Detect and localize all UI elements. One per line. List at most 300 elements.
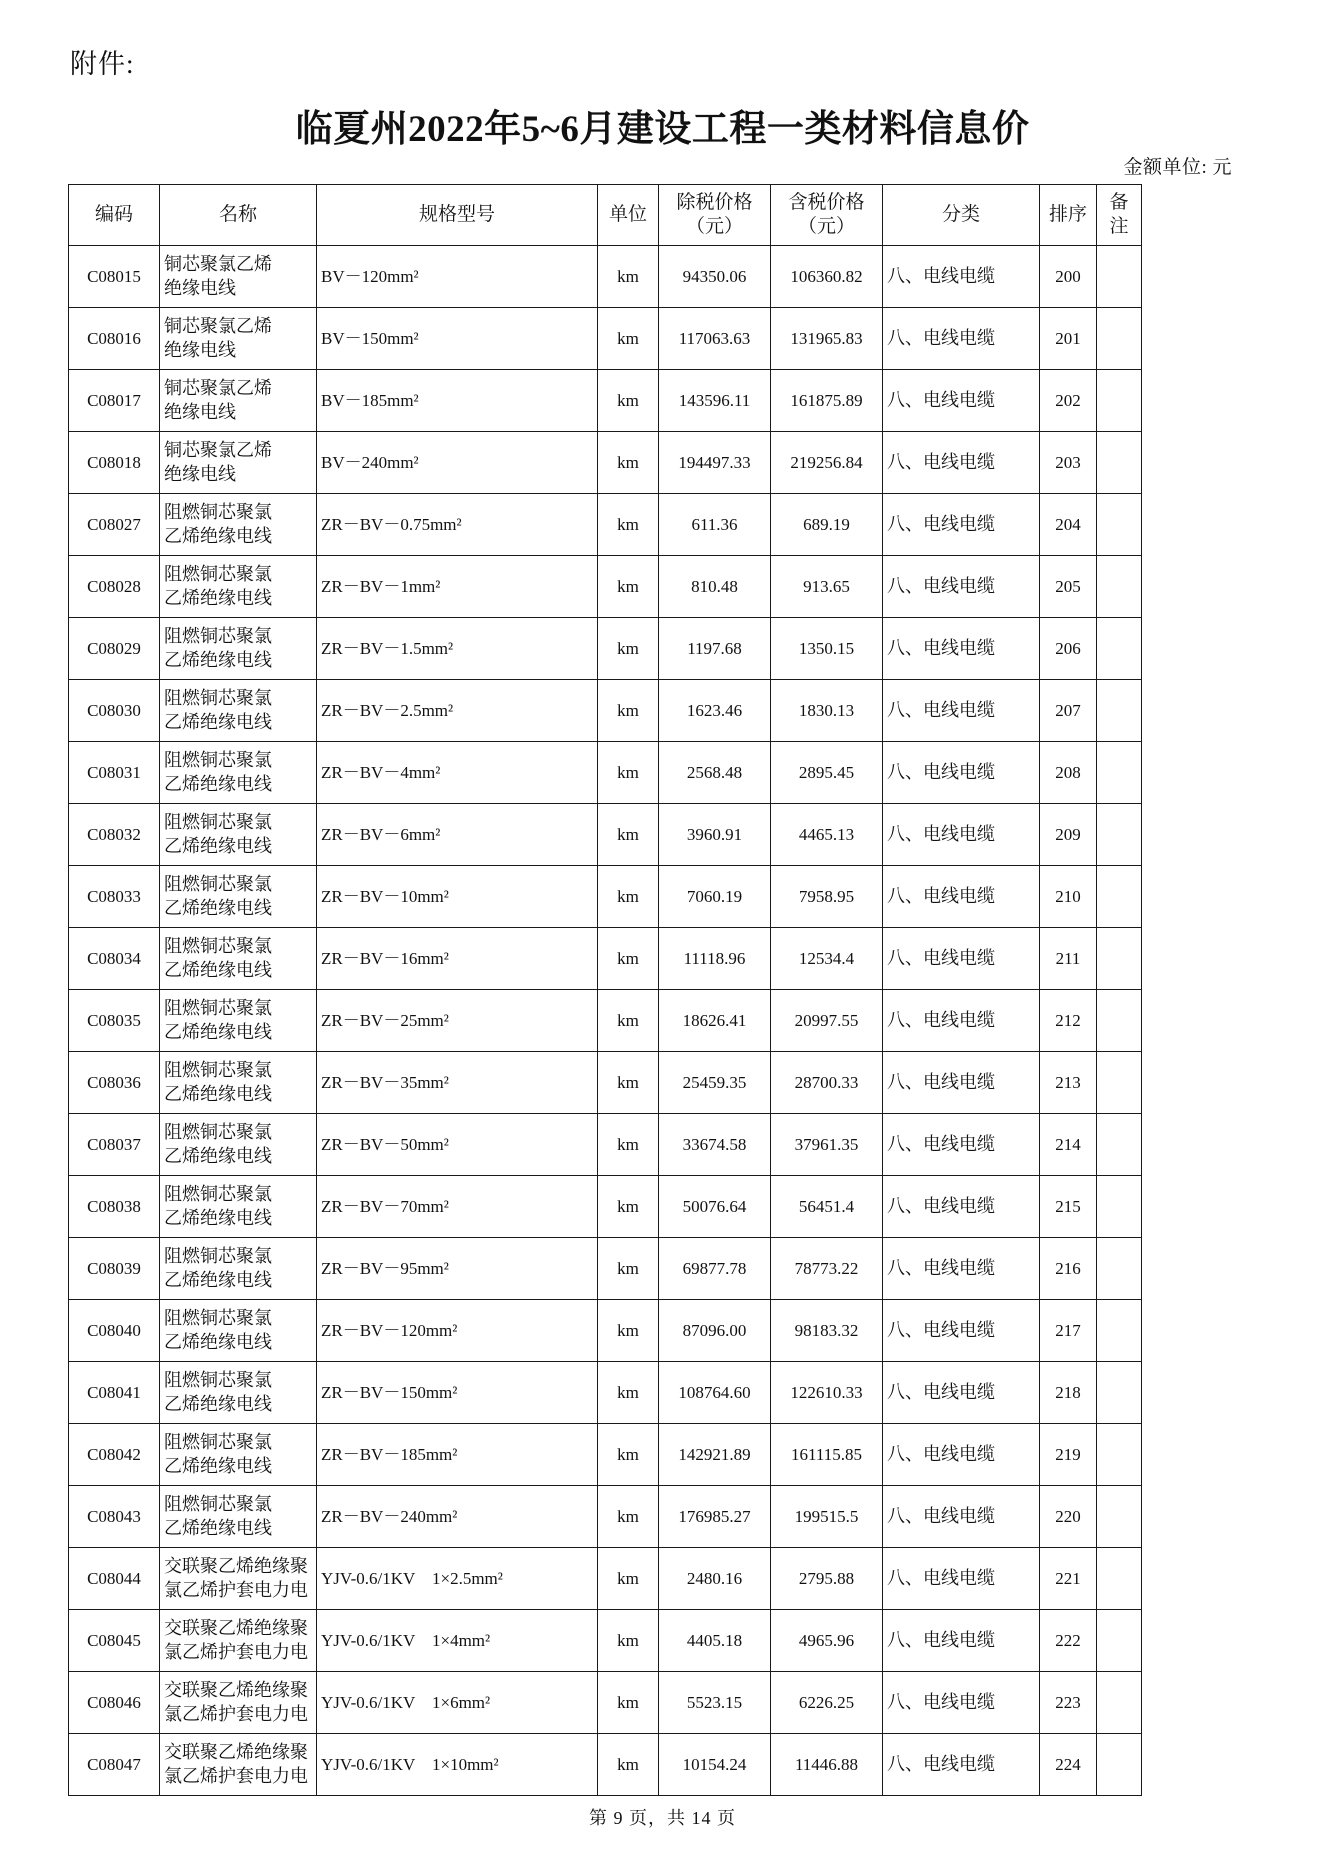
cell-name-line1: 阻燃铜芯聚氯 [164,688,272,709]
cell-note [1097,246,1142,308]
cell-order: 220 [1040,1486,1097,1548]
cell-name-line1: 铜芯聚氯乙烯 [164,440,272,461]
cell-price-excl-tax: 810.48 [659,556,771,618]
cell-name [160,556,317,618]
cell-code: C08029 [69,618,160,680]
table-header-row [69,185,1142,246]
cell-code: C08035 [69,990,160,1052]
cell-code: C08045 [69,1610,160,1672]
cell-name-line1: 阻燃铜芯聚氯 [164,812,272,833]
cell-note [1097,1238,1142,1300]
cell-note [1097,1362,1142,1424]
cell-price-excl-tax: 11118.96 [659,928,771,990]
cell-code: C08036 [69,1052,160,1114]
cell-name-line1: 阻燃铜芯聚氯 [164,1432,272,1453]
cell-name-line2: 氯乙烯护套电力电 [164,1641,308,1662]
cell-name-line1: 阻燃铜芯聚氯 [164,1308,272,1329]
table-row [69,1176,1142,1238]
cell-order: 207 [1040,680,1097,742]
cell-order: 214 [1040,1114,1097,1176]
cell-order: 208 [1040,742,1097,804]
cell-price-excl-tax: 50076.64 [659,1176,771,1238]
cell-name-line1: 阻燃铜芯聚氯 [164,1494,272,1515]
cell-name [160,246,317,308]
table-row [69,1734,1142,1796]
cell-order: 215 [1040,1176,1097,1238]
cell-code: C08015 [69,246,160,308]
cell-order: 200 [1040,246,1097,308]
cell-code: C08017 [69,370,160,432]
table-row [69,1610,1142,1672]
cell-category: 八、电线电缆 [883,308,1040,370]
cell-name [160,1734,317,1796]
cell-unit: km [598,308,659,370]
cell-note [1097,928,1142,990]
cell-order: 204 [1040,494,1097,556]
cell-name [160,1114,317,1176]
cell-order: 224 [1040,1734,1097,1796]
table-row [69,494,1142,556]
cell-order: 218 [1040,1362,1097,1424]
table-row [69,370,1142,432]
cell-name-line1: 阻燃铜芯聚氯 [164,1122,272,1143]
cell-name-line2: 乙烯绝缘电线 [164,711,272,732]
cell-unit: km [598,1486,659,1548]
cell-spec: ZR－BV－10mm² [317,866,598,928]
table-row [69,742,1142,804]
cell-order: 202 [1040,370,1097,432]
cell-unit: km [598,618,659,680]
cell-name-line1: 铜芯聚氯乙烯 [164,378,272,399]
cell-name-line2: 乙烯绝缘电线 [164,1331,272,1352]
table-row [69,1238,1142,1300]
cell-unit: km [598,1176,659,1238]
cell-price-incl-tax: 12534.4 [771,928,883,990]
cell-unit: km [598,432,659,494]
cell-spec: ZR－BV－120mm² [317,1300,598,1362]
cell-price-incl-tax: 122610.33 [771,1362,883,1424]
cell-name-line1: 阻燃铜芯聚氯 [164,750,272,771]
cell-order: 222 [1040,1610,1097,1672]
table-row [69,1362,1142,1424]
cell-unit: km [598,1052,659,1114]
cell-name [160,680,317,742]
cell-spec: ZR－BV－25mm² [317,990,598,1052]
cell-note [1097,742,1142,804]
cell-price-excl-tax: 611.36 [659,494,771,556]
cell-code: C08046 [69,1672,160,1734]
cell-note [1097,618,1142,680]
cell-price-incl-tax: 689.19 [771,494,883,556]
cell-name-line2: 绝缘电线 [164,463,236,484]
cell-name-line2: 绝缘电线 [164,401,236,422]
cell-name [160,804,317,866]
attachment-label: 附件: [70,49,135,79]
cell-category: 八、电线电缆 [883,1610,1040,1672]
cell-price-incl-tax: 6226.25 [771,1672,883,1734]
cell-name-line2: 乙烯绝缘电线 [164,1455,272,1476]
cell-name-line2: 氯乙烯护套电力电 [164,1579,308,1600]
cell-category: 八、电线电缆 [883,1238,1040,1300]
cell-note [1097,1300,1142,1362]
cell-price-incl-tax: 161875.89 [771,370,883,432]
cell-unit: km [598,1424,659,1486]
cell-price-excl-tax: 94350.06 [659,246,771,308]
cell-price-excl-tax: 2568.48 [659,742,771,804]
cell-price-incl-tax: 161115.85 [771,1424,883,1486]
cell-code: C08037 [69,1114,160,1176]
cell-unit: km [598,1672,659,1734]
cell-name-line2: 乙烯绝缘电线 [164,1393,272,1414]
cell-category: 八、电线电缆 [883,1176,1040,1238]
cell-note [1097,308,1142,370]
cell-note [1097,990,1142,1052]
cell-price-excl-tax: 143596.11 [659,370,771,432]
cell-code: C08018 [69,432,160,494]
cell-price-incl-tax: 56451.4 [771,1176,883,1238]
cell-category: 八、电线电缆 [883,370,1040,432]
cell-name-line1: 阻燃铜芯聚氯 [164,564,272,585]
cell-unit: km [598,370,659,432]
material-price-table [68,184,1142,1796]
cell-unit: km [598,1548,659,1610]
header-price-excl-tax-line1: 除税价格 [676,191,753,213]
cell-name [160,1176,317,1238]
cell-name-line1: 交联聚乙烯绝缘聚 [164,1556,308,1577]
cell-price-incl-tax: 20997.55 [771,990,883,1052]
cell-name-line1: 阻燃铜芯聚氯 [164,1246,272,1267]
header-price-incl-tax [771,185,883,246]
cell-unit: km [598,1610,659,1672]
cell-code: C08016 [69,308,160,370]
cell-category: 八、电线电缆 [883,494,1040,556]
cell-code: C08034 [69,928,160,990]
cell-order: 203 [1040,432,1097,494]
cell-spec: BV－150mm² [317,308,598,370]
cell-name-line2: 乙烯绝缘电线 [164,897,272,918]
cell-unit: km [598,556,659,618]
cell-price-incl-tax: 4465.13 [771,804,883,866]
cell-name [160,1238,317,1300]
cell-name [160,742,317,804]
cell-name [160,1300,317,1362]
cell-spec: ZR－BV－4mm² [317,742,598,804]
cell-name-line1: 阻燃铜芯聚氯 [164,936,272,957]
cell-name-line1: 阻燃铜芯聚氯 [164,874,272,895]
cell-note [1097,804,1142,866]
cell-code: C08028 [69,556,160,618]
cell-price-incl-tax: 28700.33 [771,1052,883,1114]
cell-price-excl-tax: 117063.63 [659,308,771,370]
cell-spec: ZR－BV－95mm² [317,1238,598,1300]
cell-name [160,1610,317,1672]
page-title: 临夏州2022年5~6月建设工程一类材料信息价 [295,109,1030,150]
cell-name-line1: 阻燃铜芯聚氯 [164,1370,272,1391]
cell-unit: km [598,680,659,742]
cell-category: 八、电线电缆 [883,1362,1040,1424]
cell-price-incl-tax: 913.65 [771,556,883,618]
header-note: 备注 [1097,185,1142,246]
cell-name-line1: 阻燃铜芯聚氯 [164,1184,272,1205]
cell-note [1097,866,1142,928]
cell-price-excl-tax: 4405.18 [659,1610,771,1672]
cell-name [160,494,317,556]
cell-price-excl-tax: 5523.15 [659,1672,771,1734]
cell-name-line2: 乙烯绝缘电线 [164,1083,272,1104]
cell-unit: km [598,866,659,928]
header-spec: 规格型号 [317,185,598,246]
cell-category: 八、电线电缆 [883,1300,1040,1362]
cell-price-excl-tax: 25459.35 [659,1052,771,1114]
header-name: 名称 [160,185,317,246]
table-row [69,1424,1142,1486]
cell-code: C08027 [69,494,160,556]
cell-name-line2: 乙烯绝缘电线 [164,1269,272,1290]
cell-price-excl-tax: 1197.68 [659,618,771,680]
cell-name-line2: 乙烯绝缘电线 [164,1145,272,1166]
table-row [69,556,1142,618]
cell-spec: ZR－BV－0.75mm² [317,494,598,556]
cell-category: 八、电线电缆 [883,866,1040,928]
cell-category: 八、电线电缆 [883,928,1040,990]
cell-price-excl-tax: 142921.89 [659,1424,771,1486]
cell-name [160,432,317,494]
currency-unit-note: 金额单位: 元 [1123,157,1232,178]
cell-name-line2: 乙烯绝缘电线 [164,1021,272,1042]
table-row [69,1052,1142,1114]
cell-order: 209 [1040,804,1097,866]
header-price-excl-tax-line2: （元） [685,216,743,237]
table-row [69,680,1142,742]
cell-name [160,990,317,1052]
cell-code: C08047 [69,1734,160,1796]
cell-spec: ZR－BV－16mm² [317,928,598,990]
cell-category: 八、电线电缆 [883,1672,1040,1734]
cell-name-line1: 铜芯聚氯乙烯 [164,316,272,337]
cell-price-incl-tax: 2795.88 [771,1548,883,1610]
cell-unit: km [598,804,659,866]
cell-name [160,866,317,928]
cell-price-excl-tax: 69877.78 [659,1238,771,1300]
header-category: 分类 [883,185,1040,246]
cell-code: C08040 [69,1300,160,1362]
cell-order: 219 [1040,1424,1097,1486]
cell-spec: YJV-0.6/1KV 1×4mm² [317,1610,598,1672]
cell-price-incl-tax: 106360.82 [771,246,883,308]
cell-spec: ZR－BV－35mm² [317,1052,598,1114]
cell-price-incl-tax: 7958.95 [771,866,883,928]
cell-note [1097,1548,1142,1610]
table-row [69,1672,1142,1734]
cell-price-excl-tax: 3960.91 [659,804,771,866]
cell-order: 223 [1040,1672,1097,1734]
table-row [69,618,1142,680]
cell-order: 206 [1040,618,1097,680]
header-unit: 单位 [598,185,659,246]
cell-name-line2: 绝缘电线 [164,339,236,360]
cell-unit: km [598,1300,659,1362]
table-row [69,1486,1142,1548]
cell-price-excl-tax: 33674.58 [659,1114,771,1176]
cell-price-incl-tax: 1350.15 [771,618,883,680]
cell-spec: BV－240mm² [317,432,598,494]
cell-unit: km [598,1238,659,1300]
cell-category: 八、电线电缆 [883,432,1040,494]
cell-spec: YJV-0.6/1KV 1×6mm² [317,1672,598,1734]
cell-order: 216 [1040,1238,1097,1300]
cell-name-line1: 交联聚乙烯绝缘聚 [164,1618,308,1639]
cell-spec: ZR－BV－50mm² [317,1114,598,1176]
cell-spec: YJV-0.6/1KV 1×10mm² [317,1734,598,1796]
cell-unit: km [598,494,659,556]
cell-order: 211 [1040,928,1097,990]
cell-spec: ZR－BV－6mm² [317,804,598,866]
cell-name [160,928,317,990]
table-row [69,1548,1142,1610]
cell-code: C08043 [69,1486,160,1548]
table-row [69,928,1142,990]
cell-name [160,1052,317,1114]
cell-price-incl-tax: 4965.96 [771,1610,883,1672]
cell-unit: km [598,928,659,990]
cell-note [1097,680,1142,742]
cell-category: 八、电线电缆 [883,1114,1040,1176]
cell-name-line1: 阻燃铜芯聚氯 [164,626,272,647]
cell-name-line2: 绝缘电线 [164,277,236,298]
cell-name-line1: 交联聚乙烯绝缘聚 [164,1742,308,1763]
table-row [69,1300,1142,1362]
cell-name-line1: 阻燃铜芯聚氯 [164,1060,272,1081]
cell-price-incl-tax: 131965.83 [771,308,883,370]
cell-note [1097,1176,1142,1238]
cell-unit: km [598,742,659,804]
cell-price-incl-tax: 37961.35 [771,1114,883,1176]
cell-name-line1: 铜芯聚氯乙烯 [164,254,272,275]
cell-spec: ZR－BV－2.5mm² [317,680,598,742]
table-row [69,308,1142,370]
cell-category: 八、电线电缆 [883,742,1040,804]
cell-name-line1: 阻燃铜芯聚氯 [164,998,272,1019]
cell-price-excl-tax: 87096.00 [659,1300,771,1362]
cell-order: 221 [1040,1548,1097,1610]
page-footer: 第 9 页，共 14 页 [589,1808,736,1828]
cell-note [1097,1424,1142,1486]
cell-code: C08042 [69,1424,160,1486]
cell-name [160,1362,317,1424]
cell-price-excl-tax: 176985.27 [659,1486,771,1548]
header-order: 排序 [1040,185,1097,246]
cell-category: 八、电线电缆 [883,1548,1040,1610]
cell-category: 八、电线电缆 [883,1424,1040,1486]
cell-name [160,1424,317,1486]
cell-note [1097,556,1142,618]
cell-name-line2: 氯乙烯护套电力电 [164,1765,308,1786]
cell-name-line2: 乙烯绝缘电线 [164,587,272,608]
cell-code: C08031 [69,742,160,804]
cell-spec: ZR－BV－240mm² [317,1486,598,1548]
cell-name-line2: 乙烯绝缘电线 [164,1517,272,1538]
cell-price-excl-tax: 10154.24 [659,1734,771,1796]
cell-spec: ZR－BV－1.5mm² [317,618,598,680]
cell-unit: km [598,246,659,308]
cell-spec: ZR－BV－1mm² [317,556,598,618]
header-price-incl-tax-line1: 含税价格 [788,191,865,213]
cell-note [1097,494,1142,556]
table-header [69,185,1142,246]
cell-category: 八、电线电缆 [883,1734,1040,1796]
cell-price-incl-tax: 78773.22 [771,1238,883,1300]
cell-category: 八、电线电缆 [883,804,1040,866]
table-body [69,246,1142,1796]
cell-category: 八、电线电缆 [883,556,1040,618]
cell-category: 八、电线电缆 [883,680,1040,742]
cell-code: C08038 [69,1176,160,1238]
cell-name [160,308,317,370]
cell-category: 八、电线电缆 [883,618,1040,680]
cell-order: 213 [1040,1052,1097,1114]
cell-code: C08033 [69,866,160,928]
cell-name [160,618,317,680]
cell-note [1097,1672,1142,1734]
cell-name [160,1548,317,1610]
cell-code: C08044 [69,1548,160,1610]
header-code: 编码 [69,185,160,246]
cell-code: C08030 [69,680,160,742]
cell-code: C08032 [69,804,160,866]
cell-name-line2: 乙烯绝缘电线 [164,773,272,794]
cell-price-incl-tax: 199515.5 [771,1486,883,1548]
cell-order: 217 [1040,1300,1097,1362]
cell-code: C08039 [69,1238,160,1300]
cell-category: 八、电线电缆 [883,990,1040,1052]
cell-spec: BV－185mm² [317,370,598,432]
cell-price-excl-tax: 18626.41 [659,990,771,1052]
cell-order: 212 [1040,990,1097,1052]
cell-note [1097,1610,1142,1672]
cell-note [1097,1114,1142,1176]
cell-note [1097,1486,1142,1548]
cell-price-excl-tax: 7060.19 [659,866,771,928]
cell-name [160,370,317,432]
cell-price-incl-tax: 219256.84 [771,432,883,494]
cell-code: C08041 [69,1362,160,1424]
cell-note [1097,1734,1142,1796]
cell-price-excl-tax: 194497.33 [659,432,771,494]
cell-spec: ZR－BV－185mm² [317,1424,598,1486]
cell-name-line1: 阻燃铜芯聚氯 [164,502,272,523]
cell-price-incl-tax: 1830.13 [771,680,883,742]
cell-price-excl-tax: 1623.46 [659,680,771,742]
cell-price-incl-tax: 2895.45 [771,742,883,804]
cell-unit: km [598,990,659,1052]
cell-note [1097,1052,1142,1114]
cell-price-incl-tax: 98183.32 [771,1300,883,1362]
table-row [69,432,1142,494]
cell-name [160,1672,317,1734]
cell-category: 八、电线电缆 [883,1486,1040,1548]
cell-price-incl-tax: 11446.88 [771,1734,883,1796]
cell-name-line2: 乙烯绝缘电线 [164,835,272,856]
cell-name-line2: 乙烯绝缘电线 [164,959,272,980]
cell-name-line1: 交联聚乙烯绝缘聚 [164,1680,308,1701]
cell-unit: km [598,1362,659,1424]
table-row [69,866,1142,928]
table-row [69,804,1142,866]
cell-spec: YJV-0.6/1KV 1×2.5mm² [317,1548,598,1610]
cell-price-excl-tax: 2480.16 [659,1548,771,1610]
cell-note [1097,432,1142,494]
header-price-incl-tax-line2: （元） [797,216,855,237]
